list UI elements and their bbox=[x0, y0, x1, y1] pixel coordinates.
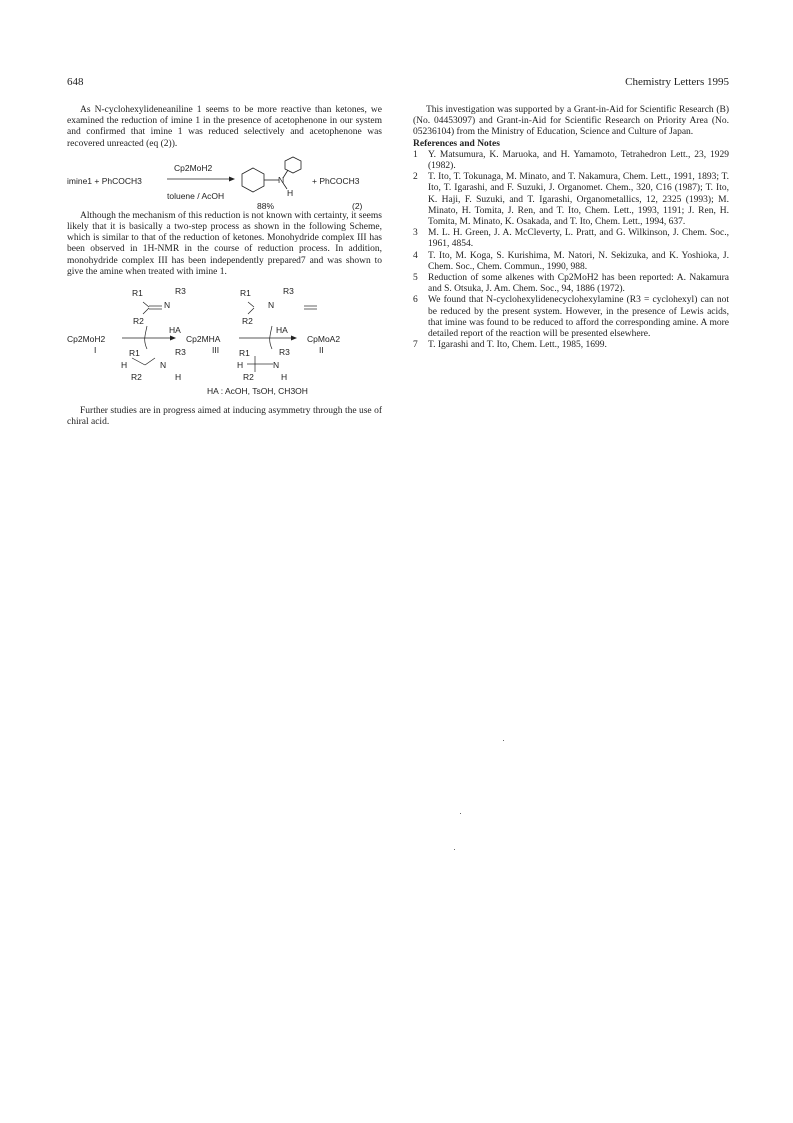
scheme-label-II: II bbox=[319, 345, 324, 356]
scheme-h-b: H bbox=[121, 360, 128, 371]
reference-number: 4 bbox=[413, 250, 418, 261]
reference-item bbox=[413, 228, 729, 250]
scheme-r3-a: R3 bbox=[175, 286, 186, 297]
scheme-n-c: N bbox=[268, 300, 275, 311]
scheme-label-III: III bbox=[212, 345, 220, 356]
reference-number: 5 bbox=[413, 273, 418, 284]
eq-yield: 88% bbox=[257, 200, 275, 211]
acknowledgement: This investigation was supported by a Grant-in-Aid for Scientific Research (B) (No. 04453097) and Grant-in-Aid for Scientific Research on Priority Area (No. 05236104) from the Ministry of Education, Science and Culture of Japan. bbox=[413, 105, 729, 138]
scan-speck bbox=[454, 849, 455, 850]
scheme-cp2moh2: Cp2MoH2 bbox=[67, 334, 106, 345]
eq-n-label: N bbox=[278, 174, 285, 185]
eq-product-acetophenone: + PhCOCH3 bbox=[312, 175, 360, 186]
paragraph-mechanism: Although the mechanism of this reduction is not known with certainty, it seems likely that it is basically a two-step process as shown in the following Scheme, which is similar to that of the reduction of ketones. Monohydride complex III has been observed in 1H-NMR in the course of reduction process. In addition, monohydride complex III has been independently prepared7 and was shown to give the amine when treated with imine 1. bbox=[67, 210, 382, 277]
scheme-lines bbox=[67, 286, 382, 452]
paragraph-imine-reduction: As N-cyclohexylideneaniline 1 seems to be more reactive than ketones, we examined the reduction of imine 1 in the presence of acetophenone in our system and confirmed that imine 1 was reduced selectively and acetophenone was recovered unreacted (eq (2)). bbox=[67, 105, 382, 149]
reference-item bbox=[413, 295, 729, 340]
scheme-h-b2: H bbox=[175, 372, 182, 383]
eq-reagent: Cp2MoH2 bbox=[174, 162, 213, 173]
scheme-r2-a: R2 bbox=[133, 316, 144, 327]
scheme-label-I: I bbox=[94, 345, 97, 356]
eq-reactants: imine1 + PhCOCH3 bbox=[67, 175, 142, 186]
page-number: 648 bbox=[67, 76, 84, 88]
reference-number: 6 bbox=[413, 295, 418, 306]
scheme-r3-c: R3 bbox=[283, 286, 294, 297]
scheme-n-d: N bbox=[273, 360, 280, 371]
scheme-r3-b: R3 bbox=[175, 347, 186, 358]
reference-number: 7 bbox=[413, 340, 418, 351]
scheme-r2-c: R2 bbox=[242, 316, 253, 327]
reference-text: Reduction of some alkenes with Cp2MoH2 has been reported: A. Nakamura and S. Otsuka, J. Am. Chem. Soc., 94, 1886 (1972). bbox=[428, 273, 729, 295]
arrowhead bbox=[229, 176, 235, 181]
scan-speck bbox=[503, 740, 504, 741]
scheme-r1-c: R1 bbox=[240, 288, 251, 299]
reference-item bbox=[413, 251, 729, 273]
reference-item bbox=[413, 273, 729, 295]
journal-title: Chemistry Letters 1995 bbox=[625, 76, 729, 88]
scheme-r1-a: R1 bbox=[132, 288, 143, 299]
page-header bbox=[67, 76, 729, 90]
scheme-r2-d: R2 bbox=[243, 372, 254, 383]
reference-text: T. Igarashi and T. Ito, Chem. Lett., 1985, 1699. bbox=[428, 340, 607, 351]
scheme-cp2mha: Cp2MHA bbox=[186, 334, 221, 345]
scheme-ha-c: HA bbox=[276, 325, 288, 336]
references-heading: References and Notes bbox=[413, 138, 500, 149]
reference-number: 2 bbox=[413, 172, 418, 183]
eq-number: (2) bbox=[352, 200, 363, 211]
cyclohexane-ring bbox=[242, 168, 264, 192]
reference-text: Y. Matsumura, K. Maruoka, and H. Yamamoto, Tetrahedron Lett., 23, 1929 (1982). bbox=[428, 149, 729, 172]
paragraph-further-studies: Further studies are in progress aimed at inducing asymmetry through the use of chiral acid. bbox=[67, 406, 382, 428]
references-list bbox=[413, 150, 729, 352]
right-column bbox=[413, 105, 729, 351]
scheme-n-b: N bbox=[160, 360, 167, 371]
scan-speck bbox=[460, 813, 461, 814]
scheme-r1-d: R1 bbox=[239, 348, 250, 359]
left-column bbox=[67, 105, 382, 428]
reference-text: T. Ito, T. Tokunaga, M. Minato, and T. Nakamura, Chem. Lett., 1991, 1893; T. Ito, T. Igarashi, and F. Suzuki, J. Organomet. Chem., 320, C16 (1987); T. Ito, K. Haji, F. Suzuki, and T. Igarashi, Organometallics, 12, 2325 (1993); M. Minato, H. Tomita, J. Ren, and T. Ito, Chem. Lett., 1993, 1191; J. Ren, H. Tomita, M. Minato, K. Osakada, and T. Ito, Chem. Lett., 1994, 637. bbox=[428, 172, 729, 228]
reference-number: 3 bbox=[413, 228, 418, 239]
reference-item bbox=[413, 150, 729, 172]
scheme-h-d: H bbox=[237, 360, 244, 371]
eq-h-label: H bbox=[287, 187, 294, 198]
scheme-r2-b: R2 bbox=[131, 372, 142, 383]
reference-text: T. Ito, M. Koga, S. Kurishima, M. Natori, N. Sekizuka, and K. Yoshioka, J. Chem. Soc., Chem. Commun., 1990, 988. bbox=[428, 250, 729, 272]
equation-2 bbox=[67, 159, 382, 211]
scheme-r1-b: R1 bbox=[129, 348, 140, 359]
reference-item bbox=[413, 340, 729, 351]
reference-text: M. L. H. Green, J. A. McCleverty, L. Pratt, and G. Wilkinson, J. Chem. Soc., 1961, 4854. bbox=[428, 228, 729, 250]
reference-number: 1 bbox=[413, 149, 418, 160]
reference-item bbox=[413, 172, 729, 228]
scheme-h-d2: H bbox=[281, 372, 288, 383]
reference-text: We found that N-cyclohexylidenecyclohexylamine (R3 = cyclohexyl) can not be reduced by the present system. However, in the presence of Lewis acids, that imine was found to be reduced to afford the corresponding amine. A more detailed report of the reaction will be presented elsewhere. bbox=[428, 295, 729, 340]
mechanism-scheme bbox=[67, 286, 382, 452]
scheme-ha-a: HA bbox=[169, 325, 181, 336]
scheme-r3-d: R3 bbox=[279, 347, 290, 358]
scheme-n-a: N bbox=[164, 300, 171, 311]
scheme-footnote: HA : AcOH, TsOH, CH3OH bbox=[207, 386, 308, 397]
eq-conditions: toluene / AcOH bbox=[167, 190, 225, 201]
scheme-cpmoa2: CpMoA2 bbox=[307, 334, 341, 345]
